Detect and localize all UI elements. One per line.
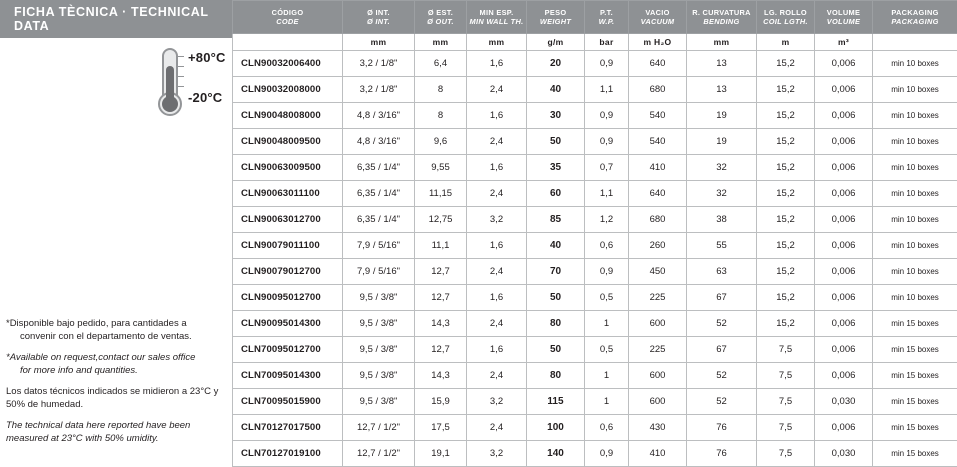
cell-vacuum: 410 — [629, 155, 687, 181]
cell-coil-length: 15,2 — [757, 51, 815, 77]
cell-outer-diameter: 12,7 — [415, 285, 467, 311]
cell-vacuum: 600 — [629, 389, 687, 415]
temperature-range-graphic — [150, 46, 232, 124]
cell-coil-length: 15,2 — [757, 207, 815, 233]
cell-vacuum: 640 — [629, 51, 687, 77]
cell-vacuum: 680 — [629, 207, 687, 233]
cell-volume: 0,006 — [815, 51, 873, 77]
cell-code: CLN90095012700 — [233, 285, 343, 311]
cell-inner-diameter: 9,5 / 3/8" — [343, 285, 415, 311]
col-header-packaging-es: PACKAGING — [891, 8, 938, 17]
footnote-en-measurement — [6, 420, 230, 445]
thermometer-bulb-fill — [162, 96, 178, 112]
footnote-es-measurement — [6, 386, 230, 411]
table-row — [233, 207, 957, 233]
cell-vacuum: 600 — [629, 363, 687, 389]
cell-vacuum: 410 — [629, 441, 687, 467]
cell-volume: 0,006 — [815, 181, 873, 207]
col-header-code-en: CODE — [233, 17, 342, 26]
cell-volume: 0,030 — [815, 441, 873, 467]
cell-working-pressure: 1 — [585, 363, 629, 389]
cell-inner-diameter: 9,5 / 3/8" — [343, 389, 415, 415]
cell-packaging: min 10 boxes — [873, 233, 957, 259]
unit-code — [233, 34, 343, 51]
cell-outer-diameter: 12,75 — [415, 207, 467, 233]
footnote-line: for more info and quantities. — [6, 365, 230, 378]
cell-volume: 0,006 — [815, 415, 873, 441]
cell-working-pressure: 0,5 — [585, 337, 629, 363]
unit-volume: m³ — [815, 34, 873, 51]
table-row — [233, 389, 957, 415]
cell-bending-radius: 76 — [687, 415, 757, 441]
cell-bending-radius: 63 — [687, 259, 757, 285]
cell-wall-thickness: 2,4 — [467, 181, 527, 207]
cell-outer-diameter: 11,1 — [415, 233, 467, 259]
cell-packaging: min 10 boxes — [873, 103, 957, 129]
col-header-vacuum-es: VACIO — [645, 8, 669, 17]
cell-packaging: min 10 boxes — [873, 285, 957, 311]
cell-outer-diameter: 8 — [415, 103, 467, 129]
cell-inner-diameter: 6,35 / 1/4" — [343, 207, 415, 233]
cell-code: CLN90048009500 — [233, 129, 343, 155]
cell-coil-length: 15,2 — [757, 155, 815, 181]
cell-working-pressure: 1,1 — [585, 181, 629, 207]
table-row — [233, 441, 957, 467]
col-header-working-pressure-en: W.P. — [585, 17, 628, 26]
cell-weight: 115 — [527, 389, 585, 415]
cell-wall-thickness: 2,4 — [467, 311, 527, 337]
cell-code: CLN70127019100 — [233, 441, 343, 467]
cell-volume: 0,006 — [815, 155, 873, 181]
cell-code: CLN90048008000 — [233, 103, 343, 129]
table-body — [233, 51, 957, 467]
col-header-code-es: CÓDIGO — [272, 8, 304, 17]
unit-inner-diameter: mm — [343, 34, 415, 51]
cell-wall-thickness: 1,6 — [467, 285, 527, 311]
technical-data-table — [232, 0, 957, 467]
cell-inner-diameter: 7,9 / 5/16" — [343, 233, 415, 259]
cell-working-pressure: 0,9 — [585, 129, 629, 155]
table-row — [233, 415, 957, 441]
left-info-panel — [0, 0, 232, 434]
cell-outer-diameter: 6,4 — [415, 51, 467, 77]
cell-wall-thickness: 2,4 — [467, 363, 527, 389]
cell-coil-length: 7,5 — [757, 415, 815, 441]
table-row — [233, 337, 957, 363]
cell-code: CLN90032006400 — [233, 51, 343, 77]
footnote-es-availability — [6, 318, 230, 343]
cell-code: CLN70095014300 — [233, 363, 343, 389]
cell-volume: 0,006 — [815, 207, 873, 233]
col-header-outer-diameter — [415, 1, 467, 34]
cell-bending-radius: 19 — [687, 103, 757, 129]
cell-working-pressure: 0,7 — [585, 155, 629, 181]
cell-working-pressure: 0,6 — [585, 233, 629, 259]
cell-code: CLN70095012700 — [233, 337, 343, 363]
cell-code: CLN90079011100 — [233, 233, 343, 259]
table-header-row — [233, 1, 957, 34]
cell-code: CLN90063009500 — [233, 155, 343, 181]
cell-inner-diameter: 7,9 / 5/16" — [343, 259, 415, 285]
cell-inner-diameter: 12,7 / 1/2" — [343, 415, 415, 441]
cell-packaging: min 10 boxes — [873, 259, 957, 285]
cell-weight: 70 — [527, 259, 585, 285]
cell-working-pressure: 0,9 — [585, 441, 629, 467]
cell-wall-thickness: 1,6 — [467, 233, 527, 259]
col-header-inner-diameter-es: Ø INT. — [367, 8, 390, 17]
cell-code: CLN90063012700 — [233, 207, 343, 233]
cell-code: CLN90063011100 — [233, 181, 343, 207]
footnote-line: convenir con el departamento de ventas. — [6, 331, 230, 344]
cell-weight: 140 — [527, 441, 585, 467]
cell-bending-radius: 13 — [687, 77, 757, 103]
cell-vacuum: 225 — [629, 285, 687, 311]
cell-weight: 20 — [527, 51, 585, 77]
footnote-en-availability — [6, 352, 230, 377]
cell-volume: 0,006 — [815, 311, 873, 337]
cell-outer-diameter: 14,3 — [415, 311, 467, 337]
cell-code: CLN70095015900 — [233, 389, 343, 415]
col-header-bending-radius — [687, 1, 757, 34]
cell-coil-length: 7,5 — [757, 441, 815, 467]
col-header-inner-diameter-en: Ø INT. — [343, 17, 414, 26]
cell-outer-diameter: 14,3 — [415, 363, 467, 389]
thermometer-tick — [178, 86, 184, 87]
cell-outer-diameter: 8 — [415, 77, 467, 103]
table-row — [233, 311, 957, 337]
cell-vacuum: 260 — [629, 233, 687, 259]
cell-packaging: min 15 boxes — [873, 363, 957, 389]
unit-working-pressure: bar — [585, 34, 629, 51]
footnote-line: 50% de humedad. — [6, 399, 230, 412]
cell-weight: 100 — [527, 415, 585, 441]
cell-vacuum: 450 — [629, 259, 687, 285]
cell-bending-radius: 13 — [687, 51, 757, 77]
footnote-line: *Disponible bajo pedido, para cantidades a — [6, 318, 230, 331]
cell-wall-thickness: 3,2 — [467, 207, 527, 233]
cell-packaging: min 15 boxes — [873, 311, 957, 337]
cell-volume: 0,006 — [815, 77, 873, 103]
cell-bending-radius: 67 — [687, 337, 757, 363]
cell-inner-diameter: 12,7 / 1/2" — [343, 441, 415, 467]
cell-coil-length: 15,2 — [757, 129, 815, 155]
thermometer-tick — [178, 66, 184, 67]
cell-inner-diameter: 9,5 / 3/8" — [343, 311, 415, 337]
cell-inner-diameter: 6,35 / 1/4" — [343, 155, 415, 181]
cell-coil-length: 15,2 — [757, 181, 815, 207]
cell-vacuum: 540 — [629, 129, 687, 155]
col-header-wall-thickness — [467, 1, 527, 34]
cell-vacuum: 640 — [629, 181, 687, 207]
cell-inner-diameter: 3,2 / 1/8" — [343, 77, 415, 103]
col-header-volume-en: VOLUME — [815, 17, 872, 26]
cell-packaging: min 10 boxes — [873, 207, 957, 233]
cell-wall-thickness: 2,4 — [467, 129, 527, 155]
cell-bending-radius: 32 — [687, 181, 757, 207]
cell-packaging: min 15 boxes — [873, 389, 957, 415]
cell-wall-thickness: 1,6 — [467, 155, 527, 181]
cell-outer-diameter: 19,1 — [415, 441, 467, 467]
footnote-line: *Available on request,contact our sales office — [6, 352, 230, 365]
cell-working-pressure: 0,9 — [585, 259, 629, 285]
cell-wall-thickness: 2,4 — [467, 259, 527, 285]
cell-working-pressure: 0,5 — [585, 285, 629, 311]
cell-weight: 60 — [527, 181, 585, 207]
cell-weight: 50 — [527, 285, 585, 311]
col-header-working-pressure — [585, 1, 629, 34]
col-header-weight — [527, 1, 585, 34]
cell-volume: 0,006 — [815, 337, 873, 363]
table-units-row — [233, 34, 957, 51]
cell-packaging: min 15 boxes — [873, 415, 957, 441]
cell-vacuum: 600 — [629, 311, 687, 337]
cell-outer-diameter: 12,7 — [415, 337, 467, 363]
cell-weight: 50 — [527, 337, 585, 363]
cell-weight: 85 — [527, 207, 585, 233]
cell-volume: 0,006 — [815, 233, 873, 259]
cell-wall-thickness: 2,4 — [467, 415, 527, 441]
cell-inner-diameter: 6,35 / 1/4" — [343, 181, 415, 207]
cell-coil-length: 15,2 — [757, 285, 815, 311]
col-header-working-pressure-es: P.T. — [600, 8, 613, 17]
cell-inner-diameter: 9,5 / 3/8" — [343, 337, 415, 363]
cell-outer-diameter: 12,7 — [415, 259, 467, 285]
cell-wall-thickness: 3,2 — [467, 389, 527, 415]
col-header-wall-thickness-es: MIN ESP. — [480, 8, 514, 17]
page-title-banner — [0, 0, 232, 38]
cell-weight: 35 — [527, 155, 585, 181]
cell-bending-radius: 76 — [687, 441, 757, 467]
col-header-vacuum — [629, 1, 687, 34]
cell-weight: 40 — [527, 77, 585, 103]
footnote-line: measured at 23°C with 50% umidity. — [6, 433, 230, 446]
col-header-coil-length-es: LG. ROLLO — [764, 8, 807, 17]
cell-vacuum: 225 — [629, 337, 687, 363]
col-header-bending-radius-es: R. CURVATURA — [692, 8, 751, 17]
cell-volume: 0,006 — [815, 129, 873, 155]
table-row — [233, 285, 957, 311]
col-header-inner-diameter — [343, 1, 415, 34]
table-row — [233, 77, 957, 103]
cell-outer-diameter: 11,15 — [415, 181, 467, 207]
cell-volume: 0,030 — [815, 389, 873, 415]
cell-bending-radius: 52 — [687, 311, 757, 337]
cell-bending-radius: 55 — [687, 233, 757, 259]
table-row — [233, 233, 957, 259]
cell-bending-radius: 52 — [687, 363, 757, 389]
cell-working-pressure: 0,6 — [585, 415, 629, 441]
col-header-code — [233, 1, 343, 34]
cell-packaging: min 10 boxes — [873, 181, 957, 207]
cell-coil-length: 15,2 — [757, 259, 815, 285]
footnote-line: The technical data here reported have been — [6, 420, 230, 433]
cell-packaging: min 10 boxes — [873, 129, 957, 155]
col-header-volume — [815, 1, 873, 34]
cell-working-pressure: 1,1 — [585, 77, 629, 103]
unit-vacuum: m H₂O — [629, 34, 687, 51]
cell-weight: 80 — [527, 311, 585, 337]
min-temperature-label: -20°C — [188, 90, 222, 105]
cell-code: CLN70127017500 — [233, 415, 343, 441]
cell-wall-thickness: 1,6 — [467, 51, 527, 77]
col-header-outer-diameter-es: Ø EST. — [428, 8, 453, 17]
cell-working-pressure: 0,9 — [585, 51, 629, 77]
unit-coil-length: m — [757, 34, 815, 51]
cell-coil-length: 15,2 — [757, 77, 815, 103]
cell-bending-radius: 32 — [687, 155, 757, 181]
cell-code: CLN90079012700 — [233, 259, 343, 285]
max-temperature-label: +80°C — [188, 50, 226, 65]
thermometer-tick — [178, 76, 184, 77]
table-row — [233, 363, 957, 389]
col-header-wall-thickness-en: MIN WALL TH. — [467, 17, 526, 26]
cell-code: CLN90032008000 — [233, 77, 343, 103]
cell-bending-radius: 38 — [687, 207, 757, 233]
cell-working-pressure: 1 — [585, 389, 629, 415]
cell-packaging: min 10 boxes — [873, 155, 957, 181]
cell-bending-radius: 52 — [687, 389, 757, 415]
cell-vacuum: 680 — [629, 77, 687, 103]
cell-packaging: min 15 boxes — [873, 441, 957, 467]
cell-coil-length: 15,2 — [757, 103, 815, 129]
unit-wall-thickness: mm — [467, 34, 527, 51]
unit-packaging — [873, 34, 957, 51]
cell-inner-diameter: 4,8 / 3/16" — [343, 103, 415, 129]
unit-bending-radius: mm — [687, 34, 757, 51]
cell-coil-length: 7,5 — [757, 337, 815, 363]
cell-inner-diameter: 3,2 / 1/8" — [343, 51, 415, 77]
cell-volume: 0,006 — [815, 363, 873, 389]
cell-vacuum: 540 — [629, 103, 687, 129]
cell-coil-length: 15,2 — [757, 233, 815, 259]
cell-weight: 30 — [527, 103, 585, 129]
cell-working-pressure: 1,2 — [585, 207, 629, 233]
cell-weight: 40 — [527, 233, 585, 259]
cell-coil-length: 7,5 — [757, 363, 815, 389]
cell-inner-diameter: 9,5 / 3/8" — [343, 363, 415, 389]
footnote-line: Los datos técnicos indicados se midieron a 23°C y — [6, 386, 230, 399]
cell-volume: 0,006 — [815, 259, 873, 285]
cell-outer-diameter: 15,9 — [415, 389, 467, 415]
cell-volume: 0,006 — [815, 103, 873, 129]
thermometer-tick — [178, 56, 184, 57]
cell-wall-thickness: 2,4 — [467, 77, 527, 103]
table-row — [233, 181, 957, 207]
cell-working-pressure: 1 — [585, 311, 629, 337]
table-row — [233, 155, 957, 181]
cell-packaging: min 10 boxes — [873, 77, 957, 103]
table-row — [233, 129, 957, 155]
col-header-outer-diameter-en: Ø OUT. — [415, 17, 466, 26]
cell-vacuum: 430 — [629, 415, 687, 441]
cell-working-pressure: 0,9 — [585, 103, 629, 129]
table-row — [233, 259, 957, 285]
cell-packaging: min 10 boxes — [873, 51, 957, 77]
cell-volume: 0,006 — [815, 285, 873, 311]
cell-outer-diameter: 17,5 — [415, 415, 467, 441]
page-title: FICHA TÈCNICA · TECHNICAL DATA — [14, 5, 232, 33]
cell-wall-thickness: 1,6 — [467, 103, 527, 129]
col-header-weight-es: PESO — [545, 8, 567, 17]
cell-outer-diameter: 9,55 — [415, 155, 467, 181]
cell-outer-diameter: 9,6 — [415, 129, 467, 155]
cell-coil-length: 15,2 — [757, 311, 815, 337]
unit-weight: g/m — [527, 34, 585, 51]
col-header-volume-es: VOLUME — [827, 8, 860, 17]
col-header-packaging — [873, 1, 957, 34]
cell-coil-length: 7,5 — [757, 389, 815, 415]
col-header-vacuum-en: VACUUM — [629, 17, 686, 26]
cell-wall-thickness: 3,2 — [467, 441, 527, 467]
cell-wall-thickness: 1,6 — [467, 337, 527, 363]
col-header-weight-en: WEIGHT — [527, 17, 584, 26]
cell-inner-diameter: 4,8 / 3/16" — [343, 129, 415, 155]
unit-outer-diameter: mm — [415, 34, 467, 51]
cell-packaging: min 15 boxes — [873, 337, 957, 363]
col-header-coil-length-en: COIL LGTH. — [757, 17, 814, 26]
table-row — [233, 51, 957, 77]
col-header-coil-length — [757, 1, 815, 34]
cell-bending-radius: 19 — [687, 129, 757, 155]
col-header-bending-radius-en: BENDING — [687, 17, 756, 26]
col-header-packaging-en: PACKAGING — [873, 17, 957, 26]
cell-weight: 50 — [527, 129, 585, 155]
table-row — [233, 103, 957, 129]
cell-bending-radius: 67 — [687, 285, 757, 311]
cell-weight: 80 — [527, 363, 585, 389]
cell-code: CLN90095014300 — [233, 311, 343, 337]
